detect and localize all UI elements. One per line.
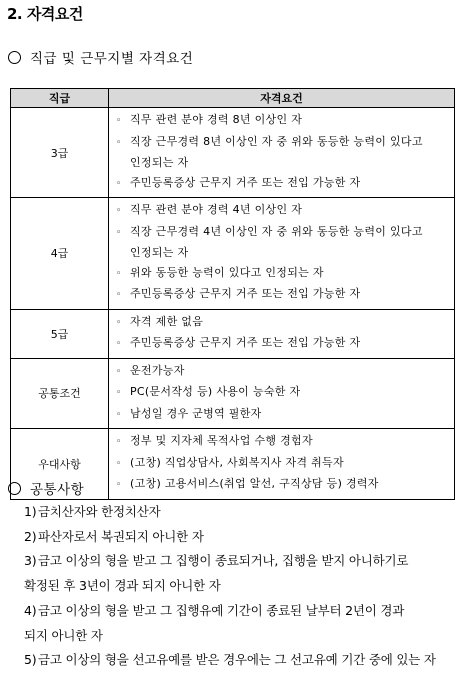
- item-text: 금치산자와 한정치산자: [38, 504, 161, 519]
- item-number: 5): [24, 652, 37, 668]
- common-item: [24, 525, 464, 550]
- bullet-icon: ◦: [116, 366, 122, 377]
- header-requirements: 자격요건: [109, 89, 455, 108]
- requirement-text: (고창) 직업상담사, 사회복지사 자격 취득자: [130, 455, 344, 469]
- subheading: [8, 47, 193, 67]
- bullet-icon: ◦: [116, 227, 122, 238]
- common-heading-text: 공통사항: [30, 482, 85, 498]
- requirement-line: [116, 110, 448, 132]
- requirement-text: 자격 제한 없음: [130, 314, 204, 328]
- bullet-icon: ◦: [116, 290, 122, 300]
- requirement-line: [116, 173, 448, 195]
- requirement-text: 운전가능자: [130, 363, 185, 377]
- grade-cell: 4급: [11, 198, 109, 310]
- item-number: 4): [24, 602, 37, 618]
- requirement-line: [116, 361, 448, 383]
- requirement-text: 주민등록증상 근무지 거주 또는 전입 가능한 자: [130, 287, 361, 300]
- requirement-text: 정부 및 지자체 목적사업 수행 경험자: [130, 434, 313, 447]
- bullet-icon: ◦: [116, 116, 122, 126]
- item-text: 되지 아니한 자: [24, 627, 103, 643]
- requirement-line: [116, 263, 448, 285]
- common-items-list: [24, 500, 464, 673]
- item-number: 1): [24, 504, 37, 519]
- requirement-line: [116, 474, 448, 496]
- table-row: [11, 198, 455, 310]
- requirement-text: 주민등록증상 근무지 거주 또는 전입 가능한 자: [130, 336, 361, 349]
- requirements-cell: [109, 108, 455, 198]
- requirement-line: [116, 453, 448, 475]
- bullet-icon: ◦: [116, 206, 122, 216]
- item-number: 2): [24, 528, 37, 544]
- requirement-line: [116, 382, 448, 404]
- section-title: 2. 자격요건: [7, 5, 83, 23]
- requirements-cell: [109, 198, 455, 310]
- common-item: [24, 624, 464, 649]
- requirement-line: [116, 404, 448, 426]
- common-item: [24, 549, 464, 574]
- bullet-icon: ◦: [116, 437, 122, 447]
- item-text: 금고 이상의 형을 받고 그 집행이 종료되거나, 집행을 받지 아니하기로: [38, 553, 409, 569]
- table-row: [11, 309, 455, 358]
- bullet-icon: ◦: [116, 409, 122, 420]
- grade-cell: 3급: [11, 108, 109, 198]
- requirement-line: [116, 284, 448, 306]
- grade-cell: 공통조건: [11, 358, 109, 429]
- bullet-icon: ◦: [116, 480, 122, 490]
- bullet-icon: ◦: [116, 137, 122, 148]
- circle-bullet-icon: [8, 482, 21, 495]
- requirement-text: 직무 관련 분야 경력 8년 이상인 자: [130, 113, 303, 126]
- requirement-line: [116, 243, 448, 263]
- requirement-text: 직장 근무경력 8년 이상인 자 중 위와 동등한 능력이 있다고: [130, 134, 423, 148]
- bullet-icon: ◦: [116, 317, 122, 328]
- common-heading: [8, 478, 84, 498]
- requirement-text: 인정되는 자: [130, 246, 189, 259]
- requirement-text: PC(문서작성 등) 사용이 능숙한 자: [130, 385, 301, 398]
- requirement-text: 주민등록증상 근무지 거주 또는 전입 가능한 자: [130, 175, 361, 189]
- requirements-table: [10, 88, 455, 500]
- subheading-text: 직급 및 근무지별 자격요건: [30, 51, 194, 67]
- item-text: 금고 이상의 형을 받고 그 집행유예 기간이 종료된 날부터 2년이 경과: [38, 602, 405, 618]
- requirement-text: 위와 동등한 능력이 있다고 인정되는 자: [130, 265, 324, 279]
- requirement-line: [116, 312, 448, 334]
- requirement-text: 직장 근무경력 4년 이상인 자 중 위와 동등한 능력이 있다고: [130, 224, 423, 238]
- item-number: 3): [24, 553, 37, 569]
- requirement-text: 남성일 경우 군병역 필한자: [130, 406, 262, 420]
- requirement-line: [116, 431, 448, 453]
- grade-cell: 우대사항: [11, 429, 109, 500]
- bullet-icon: ◦: [116, 388, 122, 398]
- requirements-cell: [109, 358, 455, 429]
- common-item: [24, 574, 464, 599]
- requirement-line: [116, 200, 448, 222]
- table-header-row: [11, 89, 455, 108]
- requirements-cell: [109, 309, 455, 358]
- table-row: [11, 108, 455, 198]
- requirement-text: 인정되는 자: [130, 156, 189, 169]
- requirement-line: [116, 132, 448, 154]
- bullet-icon: ◦: [116, 268, 122, 279]
- common-item: [24, 500, 464, 525]
- grade-cell: 5급: [11, 309, 109, 358]
- common-item: [24, 599, 464, 624]
- requirement-line: [116, 222, 448, 244]
- requirements-cell: [109, 429, 455, 500]
- circle-bullet-icon: [8, 51, 21, 64]
- item-text: 확정된 후 3년이 경과 되지 아니한 자: [24, 578, 221, 594]
- bullet-icon: ◦: [116, 178, 122, 189]
- requirement-text: 직무 관련 분야 경력 4년 이상인 자: [130, 203, 303, 216]
- requirement-line: [116, 333, 448, 355]
- item-text: 파산자로서 복권되지 아니한 자: [38, 528, 204, 544]
- header-grade: 직급: [11, 89, 109, 108]
- common-item: [24, 648, 464, 673]
- requirement-line: [116, 153, 448, 173]
- table-row: [11, 358, 455, 429]
- requirement-text: (고창) 고용서비스(취업 알선, 구직상담 등) 경력자: [130, 477, 379, 490]
- bullet-icon: ◦: [116, 458, 122, 469]
- item-text: 금고 이상의 형을 선고유예를 받은 경우에는 그 선고유예 기간 중에 있는 자: [38, 652, 436, 668]
- bullet-icon: ◦: [116, 339, 122, 349]
